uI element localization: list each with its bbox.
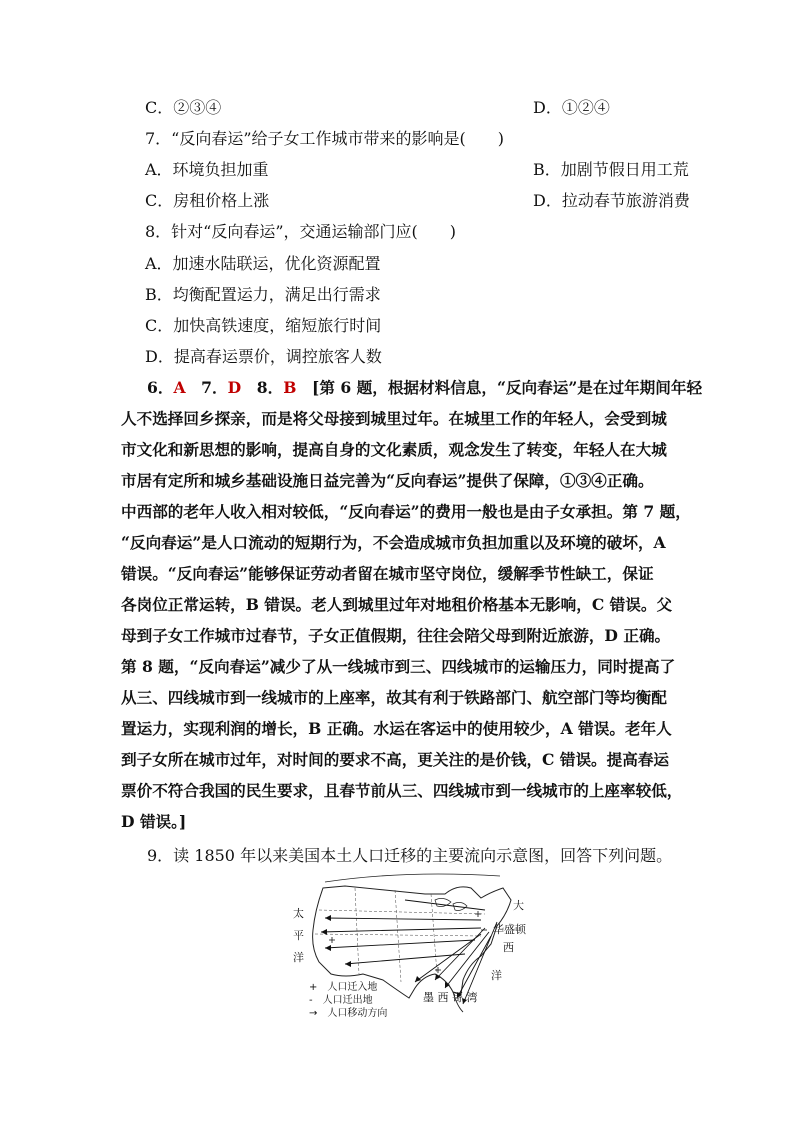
- q8-option-b: B．均衡配置运力，满足出行需求: [145, 285, 381, 304]
- q8-option-c: C．加快高铁速度，缩短旅行时间: [145, 316, 382, 335]
- answer-line-7: 各岗位正常运转，B 错误。老人到城里过年对地租价格基本无影响，C 错误。父: [121, 595, 673, 614]
- map-label-washington: 华盛顿: [493, 923, 526, 936]
- answer-line-12: 到子女所在城市过年，对时间的要求不高，更关注的是价钱，C 错误。提高春运: [121, 750, 670, 769]
- answer-first-line: [147, 372, 703, 403]
- q7-option-a: A．环境负担加重: [145, 160, 269, 179]
- answer-line-14: D 错误。]: [121, 812, 187, 831]
- q6-option-row: [145, 98, 610, 118]
- answer-line-9: 第 8 题，“反向春运”减少了从一线城市到三、四线城市的运输压力，同时提高了: [121, 657, 676, 676]
- answer-line-5: “反向春运”是人口流动的短期行为，不会造成城市负担加重以及环境的破坏，A: [121, 533, 666, 552]
- q8-option-a: A．加速水陆联运，优化资源配置: [145, 254, 381, 273]
- q7-option-c: C．房租价格上涨: [145, 191, 270, 210]
- q8-option-d: D．提高春运票价，调控旅客人数: [145, 347, 382, 366]
- q7-option-row-1: [145, 160, 689, 180]
- answer-line-2: 市文化和新思想的影响，提高自身的文化素质，观念发生了转变，年轻人在大城: [121, 440, 667, 459]
- answer-line-11: 置运力，实现利润的增长，B 正确。水运在客运中的使用较少，A 错误。老年人: [121, 719, 672, 738]
- map-label-xi: 西: [503, 941, 514, 954]
- us-migration-map: [285, 870, 535, 1022]
- map-label-gulf-of-mexico: 墨 西 哥 湾: [423, 991, 478, 1004]
- q6-option-d: D．①②④: [533, 98, 610, 117]
- q9-stem: 9．读 1850 年以来美国本土人口迁移的主要流向示意图，回答下列问题。: [147, 846, 673, 865]
- answer-prefix-8: 8．: [241, 378, 284, 397]
- answer-prefix-6: 6．: [147, 378, 174, 397]
- answer-line-6: 错误。“反向春运”能够保证劳动者留在城市坚守岗位，缓解季节性缺工，保证: [121, 564, 654, 583]
- q6-option-c: C．②③④: [145, 98, 222, 117]
- answer-line-10: 从三、四线城市到一线城市的上座率，故其有利于铁路部门、航空部门等均衡配: [121, 688, 667, 707]
- legend-arrow: → 人口移动方向: [309, 1008, 388, 1019]
- legend-in: + 人口迁入地: [309, 982, 378, 993]
- answer-line-1: 人不选择回乡探亲，而是将父母接到城里过年。在城里工作的年轻人，会受到城: [121, 409, 667, 428]
- answer-line-8: 母到子女工作城市过春节，子女正值假期，往往会陪父母到附近旅游，D 正确。: [121, 626, 671, 645]
- answer-prefix-7: 7．: [185, 378, 228, 397]
- map-label-da: 大: [513, 899, 524, 912]
- q7-option-d: D．拉动春节旅游消费: [533, 191, 690, 210]
- q7-option-row-2: [145, 191, 690, 211]
- answer-line-4: 中西部的老年人收入相对较低，“反向春运”的费用一般也是由子女承担。第 7 题，: [121, 502, 691, 521]
- map-label-yang-left: 洋: [293, 951, 304, 964]
- answer-8: B: [283, 378, 297, 397]
- answer-6: A: [173, 378, 186, 397]
- answer-line-3: 市居有定所和城乡基础设施日益完善为“反向春运”提供了保障，①③④正确。: [121, 471, 654, 490]
- legend-out: - 人口迁出地: [309, 995, 373, 1006]
- map-label-ping: 平: [293, 929, 304, 942]
- answer-line-13: 票价不符合我国的民生要求，且春节前从三、四线城市到一线城市的上座率较低，: [121, 781, 683, 800]
- map-label-yang-right: 洋: [491, 969, 502, 982]
- q7-option-b: B．加剧节假日用工荒: [533, 160, 689, 179]
- map-label-tai: 太: [293, 907, 304, 920]
- q8-stem: 8．针对“反向春运”，交通运输部门应( ): [145, 222, 457, 241]
- answer-7: D: [227, 378, 242, 397]
- answer-explanation-start: [第 6 题，根据材料信息，“反向春运”是在过年期间年轻: [296, 378, 703, 397]
- q7-stem: 7．“反向春运”给子女工作城市带来的影响是( ): [145, 129, 505, 148]
